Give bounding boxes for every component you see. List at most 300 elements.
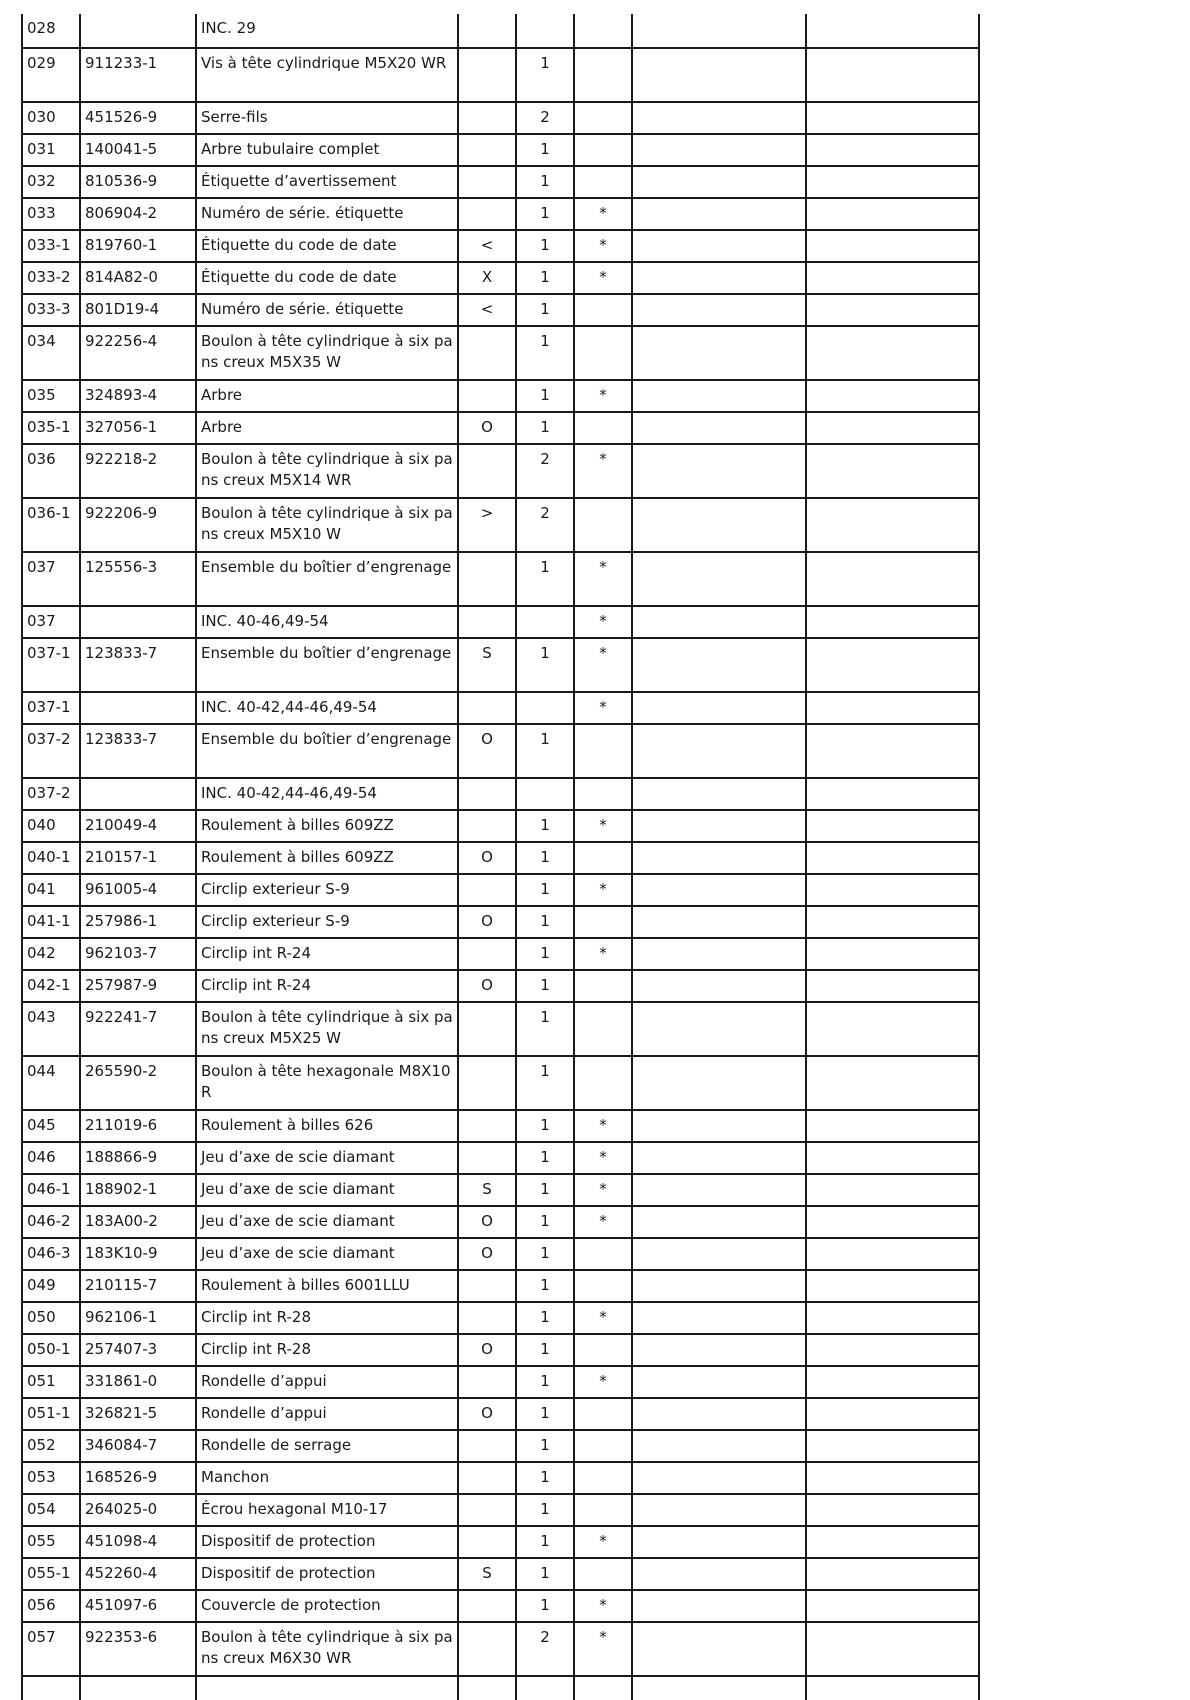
change-code-cell: O	[458, 1206, 516, 1238]
empty-column-cell	[806, 48, 979, 102]
table-row	[22, 198, 979, 230]
empty-column-cell	[806, 1302, 979, 1334]
table-row	[22, 1494, 979, 1526]
table-row	[22, 166, 979, 198]
part-number-cell: 801D19-4	[80, 294, 196, 326]
empty-column-cell	[806, 1494, 979, 1526]
note-mark-cell: *	[574, 198, 632, 230]
quantity-cell: 1	[516, 874, 574, 906]
empty-column-cell	[806, 294, 979, 326]
empty-column-cell	[806, 938, 979, 970]
note-mark-cell	[574, 970, 632, 1002]
description-cell: Arbre	[196, 380, 458, 412]
quantity-cell: 1	[516, 1238, 574, 1270]
table-row	[22, 1334, 979, 1366]
note-mark-cell: *	[574, 1206, 632, 1238]
change-code-cell	[458, 1142, 516, 1174]
note-mark-cell	[574, 1238, 632, 1270]
table-row	[22, 1238, 979, 1270]
description-cell: Circlip exterieur S-9	[196, 906, 458, 938]
empty-column-cell	[806, 842, 979, 874]
item-number-cell: 040	[22, 810, 80, 842]
description-cell: Étiquette du code de date	[196, 230, 458, 262]
item-number-cell: 037-2	[22, 724, 80, 778]
table-row	[22, 326, 979, 380]
quantity-cell: 1	[516, 380, 574, 412]
note-mark-cell: *	[574, 1142, 632, 1174]
empty-column-cell	[806, 102, 979, 134]
empty-column-cell	[632, 1110, 806, 1142]
empty-column-cell	[632, 638, 806, 692]
item-number-cell: 033	[22, 198, 80, 230]
empty-column-cell	[632, 1430, 806, 1462]
empty-column-cell	[806, 1622, 979, 1676]
description-cell: Roulement à billes 609ZZ	[196, 842, 458, 874]
note-mark-cell: *	[574, 606, 632, 638]
part-number-cell: 922206-9	[80, 498, 196, 552]
empty-column-cell	[806, 1270, 979, 1302]
note-mark-cell: *	[574, 638, 632, 692]
empty-cell	[632, 1676, 806, 1700]
part-number-cell: 183A00-2	[80, 1206, 196, 1238]
table-row-continuation	[22, 1676, 979, 1700]
table-row	[22, 1430, 979, 1462]
empty-column-cell	[806, 1462, 979, 1494]
quantity-cell: 2	[516, 102, 574, 134]
item-number-cell: 050	[22, 1302, 80, 1334]
empty-column-cell	[806, 724, 979, 778]
table-row	[22, 606, 979, 638]
part-number-cell: 125556-3	[80, 552, 196, 606]
empty-column-cell	[632, 198, 806, 230]
part-number-cell: 326821-5	[80, 1398, 196, 1430]
item-number-cell: 029	[22, 48, 80, 102]
change-code-cell	[458, 1430, 516, 1462]
item-number-cell: 033-1	[22, 230, 80, 262]
description-cell: Numéro de série. étiquette	[196, 294, 458, 326]
part-number-cell: 140041-5	[80, 134, 196, 166]
quantity-cell: 1	[516, 412, 574, 444]
quantity-cell	[516, 692, 574, 724]
change-code-cell	[458, 938, 516, 970]
quantity-cell: 1	[516, 1142, 574, 1174]
description-cell: Jeu d’axe de scie diamant	[196, 1206, 458, 1238]
note-mark-cell	[574, 842, 632, 874]
table-row	[22, 498, 979, 552]
part-number-cell: 806904-2	[80, 198, 196, 230]
change-code-cell	[458, 692, 516, 724]
table-row	[22, 1366, 979, 1398]
quantity-cell: 1	[516, 638, 574, 692]
change-code-cell	[458, 444, 516, 498]
quantity-cell: 1	[516, 230, 574, 262]
description-cell: INC. 29	[196, 14, 458, 48]
part-number-cell: 346084-7	[80, 1430, 196, 1462]
change-code-cell: X	[458, 262, 516, 294]
note-mark-cell: *	[574, 810, 632, 842]
item-number-cell: 045	[22, 1110, 80, 1142]
part-number-cell: 183K10-9	[80, 1238, 196, 1270]
item-number-cell: 037-1	[22, 692, 80, 724]
note-mark-cell	[574, 102, 632, 134]
part-number-cell: 814A82-0	[80, 262, 196, 294]
table-row	[22, 1302, 979, 1334]
empty-column-cell	[632, 14, 806, 48]
change-code-cell	[458, 1002, 516, 1056]
change-code-cell	[458, 134, 516, 166]
part-number-cell: 962103-7	[80, 938, 196, 970]
description-cell: Boulon à tête cylindrique à six pans creux M5X14 WR	[196, 444, 458, 498]
empty-column-cell	[806, 778, 979, 810]
description-cell: INC. 40-42,44-46,49-54	[196, 778, 458, 810]
empty-column-cell	[806, 262, 979, 294]
empty-column-cell	[806, 1398, 979, 1430]
item-number-cell: 033-2	[22, 262, 80, 294]
note-mark-cell	[574, 134, 632, 166]
table-row	[22, 1110, 979, 1142]
description-cell: INC. 40-42,44-46,49-54	[196, 692, 458, 724]
table-row	[22, 692, 979, 724]
empty-column-cell	[806, 606, 979, 638]
empty-column-cell	[806, 810, 979, 842]
change-code-cell	[458, 1110, 516, 1142]
empty-column-cell	[806, 1558, 979, 1590]
quantity-cell: 1	[516, 1430, 574, 1462]
change-code-cell: O	[458, 412, 516, 444]
description-cell: Étiquette d’avertissement	[196, 166, 458, 198]
note-mark-cell	[574, 1334, 632, 1366]
empty-column-cell	[806, 198, 979, 230]
empty-cell	[80, 1676, 196, 1700]
note-mark-cell	[574, 724, 632, 778]
description-cell: Boulon à tête cylindrique à six pans creux M6X30 WR	[196, 1622, 458, 1676]
change-code-cell	[458, 14, 516, 48]
item-number-cell: 046-1	[22, 1174, 80, 1206]
change-code-cell: <	[458, 294, 516, 326]
item-number-cell: 036-1	[22, 498, 80, 552]
empty-column-cell	[632, 412, 806, 444]
item-number-cell: 051-1	[22, 1398, 80, 1430]
empty-column-cell	[806, 230, 979, 262]
table-row	[22, 1270, 979, 1302]
table-row	[22, 1206, 979, 1238]
change-code-cell	[458, 380, 516, 412]
empty-column-cell	[632, 1398, 806, 1430]
quantity-cell: 1	[516, 1334, 574, 1366]
change-code-cell	[458, 166, 516, 198]
description-cell: Jeu d’axe de scie diamant	[196, 1238, 458, 1270]
table-row	[22, 294, 979, 326]
part-number-cell	[80, 14, 196, 48]
change-code-cell	[458, 48, 516, 102]
empty-column-cell	[806, 1238, 979, 1270]
part-number-cell: 922353-6	[80, 1622, 196, 1676]
quantity-cell: 1	[516, 1398, 574, 1430]
part-number-cell: 188902-1	[80, 1174, 196, 1206]
description-cell: Boulon à tête cylindrique à six pans creux M5X10 W	[196, 498, 458, 552]
quantity-cell: 1	[516, 48, 574, 102]
part-number-cell: 210049-4	[80, 810, 196, 842]
table-row	[22, 552, 979, 606]
empty-column-cell	[632, 1238, 806, 1270]
empty-column-cell	[632, 230, 806, 262]
note-mark-cell: *	[574, 262, 632, 294]
note-mark-cell	[574, 1056, 632, 1110]
description-cell: Roulement à billes 6001LLU	[196, 1270, 458, 1302]
note-mark-cell	[574, 906, 632, 938]
item-number-cell: 052	[22, 1430, 80, 1462]
quantity-cell: 1	[516, 1174, 574, 1206]
quantity-cell: 1	[516, 1110, 574, 1142]
part-number-cell	[80, 606, 196, 638]
empty-column-cell	[806, 1142, 979, 1174]
description-cell: Dispositif de protection	[196, 1558, 458, 1590]
description-cell: Ensemble du boîtier d’engrenage	[196, 552, 458, 606]
description-cell: Ensemble du boîtier d’engrenage	[196, 638, 458, 692]
empty-column-cell	[632, 606, 806, 638]
description-cell: Serre-fils	[196, 102, 458, 134]
empty-column-cell	[632, 938, 806, 970]
change-code-cell	[458, 810, 516, 842]
empty-column-cell	[632, 970, 806, 1002]
item-number-cell: 042	[22, 938, 80, 970]
empty-column-cell	[806, 444, 979, 498]
empty-column-cell	[806, 1366, 979, 1398]
part-number-cell: 451097-6	[80, 1590, 196, 1622]
part-number-cell: 123833-7	[80, 638, 196, 692]
change-code-cell	[458, 552, 516, 606]
note-mark-cell: *	[574, 380, 632, 412]
note-mark-cell: *	[574, 444, 632, 498]
item-number-cell: 046-2	[22, 1206, 80, 1238]
note-mark-cell	[574, 166, 632, 198]
empty-column-cell	[632, 1622, 806, 1676]
note-mark-cell: *	[574, 1622, 632, 1676]
empty-column-cell	[632, 326, 806, 380]
part-number-cell	[80, 692, 196, 724]
part-number-cell: 168526-9	[80, 1462, 196, 1494]
description-cell: Boulon à tête hexagonale M8X10 R	[196, 1056, 458, 1110]
part-number-cell: 327056-1	[80, 412, 196, 444]
empty-column-cell	[806, 498, 979, 552]
item-number-cell: 037	[22, 552, 80, 606]
item-number-cell: 035-1	[22, 412, 80, 444]
empty-column-cell	[806, 874, 979, 906]
note-mark-cell: *	[574, 1366, 632, 1398]
change-code-cell	[458, 102, 516, 134]
quantity-cell: 1	[516, 198, 574, 230]
quantity-cell: 1	[516, 1302, 574, 1334]
description-cell: Circlip int R-24	[196, 938, 458, 970]
empty-column-cell	[806, 380, 979, 412]
description-cell: Dispositif de protection	[196, 1526, 458, 1558]
table-row	[22, 1590, 979, 1622]
change-code-cell	[458, 1590, 516, 1622]
part-number-cell: 210157-1	[80, 842, 196, 874]
quantity-cell: 1	[516, 810, 574, 842]
table-row	[22, 724, 979, 778]
change-code-cell	[458, 1494, 516, 1526]
empty-column-cell	[632, 1270, 806, 1302]
part-number-cell: 257986-1	[80, 906, 196, 938]
empty-column-cell	[806, 134, 979, 166]
note-mark-cell	[574, 412, 632, 444]
table-row	[22, 262, 979, 294]
parts-table	[21, 14, 980, 1700]
item-number-cell: 055-1	[22, 1558, 80, 1590]
change-code-cell: >	[458, 498, 516, 552]
note-mark-cell	[574, 326, 632, 380]
empty-column-cell	[806, 412, 979, 444]
empty-column-cell	[632, 1494, 806, 1526]
note-mark-cell	[574, 1558, 632, 1590]
description-cell: Couvercle de protection	[196, 1590, 458, 1622]
empty-column-cell	[806, 1526, 979, 1558]
part-number-cell: 324893-4	[80, 380, 196, 412]
empty-column-cell	[632, 1002, 806, 1056]
part-number-cell	[80, 778, 196, 810]
change-code-cell	[458, 778, 516, 810]
quantity-cell: 1	[516, 970, 574, 1002]
empty-column-cell	[632, 134, 806, 166]
table-row	[22, 1622, 979, 1676]
table-row	[22, 638, 979, 692]
table-row	[22, 906, 979, 938]
quantity-cell: 1	[516, 1558, 574, 1590]
change-code-cell	[458, 1622, 516, 1676]
quantity-cell	[516, 14, 574, 48]
description-cell: Boulon à tête cylindrique à six pans creux M5X35 W	[196, 326, 458, 380]
empty-column-cell	[806, 638, 979, 692]
part-number-cell: 961005-4	[80, 874, 196, 906]
table-row	[22, 874, 979, 906]
change-code-cell	[458, 1366, 516, 1398]
table-row	[22, 970, 979, 1002]
description-cell: Arbre	[196, 412, 458, 444]
part-number-cell: 810536-9	[80, 166, 196, 198]
empty-cell	[22, 1676, 80, 1700]
empty-column-cell	[632, 1526, 806, 1558]
note-mark-cell	[574, 1002, 632, 1056]
part-number-cell: 451098-4	[80, 1526, 196, 1558]
item-number-cell: 042-1	[22, 970, 80, 1002]
note-mark-cell: *	[574, 1174, 632, 1206]
table-row	[22, 1142, 979, 1174]
quantity-cell: 1	[516, 1590, 574, 1622]
description-cell: Ensemble du boîtier d’engrenage	[196, 724, 458, 778]
description-cell: Circlip exterieur S-9	[196, 874, 458, 906]
quantity-cell: 1	[516, 1270, 574, 1302]
empty-cell	[196, 1676, 458, 1700]
item-number-cell: 053	[22, 1462, 80, 1494]
change-code-cell	[458, 198, 516, 230]
empty-column-cell	[632, 906, 806, 938]
empty-column-cell	[632, 1056, 806, 1110]
quantity-cell: 2	[516, 1622, 574, 1676]
table-row	[22, 1002, 979, 1056]
description-cell: Circlip int R-28	[196, 1334, 458, 1366]
empty-column-cell	[632, 498, 806, 552]
empty-column-cell	[806, 552, 979, 606]
note-mark-cell	[574, 1270, 632, 1302]
empty-column-cell	[632, 1558, 806, 1590]
empty-column-cell	[806, 1056, 979, 1110]
empty-column-cell	[632, 1174, 806, 1206]
table-row	[22, 1174, 979, 1206]
note-mark-cell	[574, 1398, 632, 1430]
note-mark-cell: *	[574, 1590, 632, 1622]
description-cell: Arbre tubulaire complet	[196, 134, 458, 166]
empty-column-cell	[632, 692, 806, 724]
note-mark-cell: *	[574, 230, 632, 262]
part-number-cell: 922241-7	[80, 1002, 196, 1056]
item-number-cell: 041-1	[22, 906, 80, 938]
empty-column-cell	[632, 166, 806, 198]
part-number-cell: 188866-9	[80, 1142, 196, 1174]
change-code-cell: <	[458, 230, 516, 262]
empty-column-cell	[806, 692, 979, 724]
quantity-cell: 1	[516, 326, 574, 380]
part-number-cell: 451526-9	[80, 102, 196, 134]
part-number-cell: 922256-4	[80, 326, 196, 380]
table-row	[22, 1398, 979, 1430]
description-cell: Jeu d’axe de scie diamant	[196, 1174, 458, 1206]
item-number-cell: 031	[22, 134, 80, 166]
quantity-cell: 1	[516, 262, 574, 294]
part-number-cell: 210115-7	[80, 1270, 196, 1302]
note-mark-cell	[574, 498, 632, 552]
note-mark-cell	[574, 14, 632, 48]
note-mark-cell	[574, 1462, 632, 1494]
table-row	[22, 134, 979, 166]
description-cell: Roulement à billes 626	[196, 1110, 458, 1142]
part-number-cell: 922218-2	[80, 444, 196, 498]
table-row	[22, 1526, 979, 1558]
empty-column-cell	[632, 1142, 806, 1174]
item-number-cell: 037	[22, 606, 80, 638]
description-cell: Numéro de série. étiquette	[196, 198, 458, 230]
description-cell: Écrou hexagonal M10-17	[196, 1494, 458, 1526]
empty-column-cell	[632, 1334, 806, 1366]
description-cell: Rondelle d’appui	[196, 1398, 458, 1430]
quantity-cell: 1	[516, 1056, 574, 1110]
change-code-cell: S	[458, 638, 516, 692]
table-row	[22, 778, 979, 810]
table-row	[22, 444, 979, 498]
empty-column-cell	[632, 48, 806, 102]
empty-column-cell	[806, 1430, 979, 1462]
quantity-cell: 1	[516, 938, 574, 970]
change-code-cell	[458, 1270, 516, 1302]
note-mark-cell	[574, 1430, 632, 1462]
empty-column-cell	[806, 326, 979, 380]
note-mark-cell	[574, 48, 632, 102]
table-row	[22, 842, 979, 874]
empty-column-cell	[632, 778, 806, 810]
empty-column-cell	[806, 1110, 979, 1142]
item-number-cell: 040-1	[22, 842, 80, 874]
change-code-cell	[458, 874, 516, 906]
empty-cell	[806, 1676, 979, 1700]
empty-column-cell	[806, 1002, 979, 1056]
change-code-cell: O	[458, 1334, 516, 1366]
part-number-cell: 331861-0	[80, 1366, 196, 1398]
change-code-cell	[458, 1302, 516, 1334]
quantity-cell: 2	[516, 498, 574, 552]
empty-column-cell	[806, 906, 979, 938]
empty-cell	[516, 1676, 574, 1700]
quantity-cell: 2	[516, 444, 574, 498]
